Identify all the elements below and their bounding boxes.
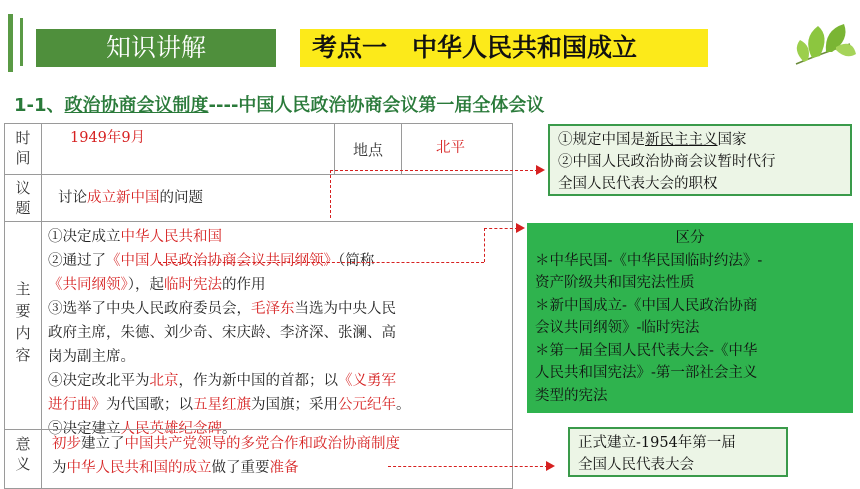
content-line: [48, 297, 411, 321]
place-value: 北平: [436, 140, 465, 156]
content-line-segment: 临时宪法: [164, 277, 222, 293]
note2-line: 资产阶级共和国宪法性质: [535, 275, 695, 291]
note2-line: ＊第一届全国人民代表大会-《中华: [535, 342, 758, 359]
subtitle-linked: 政治协商会议制度: [64, 95, 209, 116]
content-line-segment: ，作为新中国的首都；以: [178, 373, 338, 389]
content-line-segment: 五星红旗: [193, 397, 251, 413]
content-line-segment: 的作用: [222, 277, 266, 293]
note1-line: [558, 151, 842, 173]
note1-line: [558, 129, 842, 151]
connector-2-horizontal-a: [158, 262, 484, 263]
section-tag: 知识讲解: [36, 29, 276, 67]
place-label: 地点: [352, 141, 383, 159]
time-value: 1949年9月: [70, 130, 146, 146]
content-lines: [48, 225, 411, 441]
meaning-lines: [52, 432, 400, 480]
content-line-segment: 《义勇军: [338, 373, 396, 389]
content-line-segment: 。: [222, 421, 237, 437]
note1-line-segment: 新民主主义: [645, 132, 718, 148]
content-line-segment: 岗为副主席。: [48, 349, 135, 365]
meaning-line: [52, 456, 400, 480]
content-line-segment: ①决定成立: [48, 229, 121, 245]
content-line-segment: 政府主席，朱德、刘少奇、宋庆龄、李济深、张澜、高: [48, 325, 396, 341]
note1-line-segment: 国家: [717, 132, 747, 148]
content-line-segment: 毛泽东: [251, 301, 295, 317]
note2-line: 人民共和国宪法》-第一部社会主义: [535, 365, 758, 381]
content-line-segment: 中华人民共和国: [120, 229, 222, 245]
left-accent-bar: [8, 14, 13, 72]
note2-lines: [535, 250, 845, 408]
connector-3-arrowhead: [546, 461, 555, 471]
note-npc-box: [568, 427, 788, 477]
content-line: [48, 321, 411, 345]
note3-line: 全国人民代表大会: [578, 457, 694, 473]
note1-lines: [558, 129, 842, 195]
meaning-line-segment: 中国共产党领导的多党合作和政治协商制度: [124, 436, 400, 452]
content-line: [48, 393, 411, 417]
topic-title: 考点一 中华人民共和国成立: [300, 29, 708, 67]
content-line-segment: 当选为中央人民: [294, 301, 396, 317]
connector-2-arrowhead: [516, 223, 525, 233]
note1-line-segment: ②中国人民政治协商会议暂时代行: [558, 154, 776, 170]
content-line-segment: ②通过了: [48, 253, 106, 269]
time-label: 时 间: [15, 129, 31, 167]
content-line-segment: ④决定改北平为: [48, 373, 150, 389]
note2-line: 类型的宪法: [535, 387, 608, 404]
content-line: [48, 369, 411, 393]
connector-2-vertical: [484, 228, 485, 262]
note1-line-segment: 全国人民代表大会的职权: [558, 176, 718, 192]
content-label: 主 要 内 容: [15, 280, 31, 364]
content-line-segment: 《共同纲领》: [48, 277, 128, 293]
connector-1-arrowhead: [536, 165, 545, 175]
content-line: [48, 273, 411, 297]
meaning-line-segment: 为: [52, 460, 67, 476]
note2-title: 区分: [675, 230, 705, 246]
content-line: [48, 345, 411, 369]
note1-line-segment: ①规定中国是: [558, 132, 645, 148]
note2-line: ＊新中国成立-《中国人民政治协商: [535, 297, 758, 314]
note3-line: 正式建立-1954年第一届: [578, 435, 736, 451]
topic-value-c: 的问题: [159, 190, 203, 206]
content-line-segment: 《中国人民政治协商会议共同纲领》: [106, 253, 338, 269]
subtitle-prefix: 1-1、: [14, 95, 65, 116]
content-line-segment: ），起: [127, 277, 164, 293]
connector-3-horizontal: [388, 466, 548, 467]
content-line-segment: 为国旗；采用: [251, 397, 338, 413]
content-line-segment: ③选举了中央人民政府委员会，: [48, 301, 251, 317]
subtitle-rest: ----中国人民政治协商会议第一届全体会议: [208, 95, 545, 116]
note-distinguish-box: [527, 223, 853, 413]
content-line-segment: ⑤决定建立: [48, 421, 121, 437]
note1-line: [558, 173, 842, 195]
content-line-segment: 为代国歌；以: [106, 397, 193, 413]
connector-1-horizontal: [330, 170, 538, 171]
note3-lines: [578, 432, 778, 476]
topic-value: [58, 186, 203, 210]
ginkgo-leaves-icon: [790, 14, 858, 74]
connector-2-horizontal-b: [484, 228, 518, 229]
content-line: [48, 249, 411, 273]
content-line-segment: 。: [396, 397, 411, 413]
content-line: [48, 225, 411, 249]
content-line-segment: （简称: [338, 253, 375, 269]
meaning-label: 意 义: [15, 435, 31, 473]
content-line-segment: 人民英雄纪念碑: [120, 421, 222, 437]
topic-value-a: 讨论: [58, 190, 87, 206]
note-constitution-box: [548, 124, 852, 196]
meaning-line-segment: 准备: [269, 460, 299, 476]
meaning-line-segment: 初步: [52, 436, 81, 452]
left-accent-bar-thin: [20, 18, 23, 66]
meaning-line-segment: 中华人民共和国的成立: [66, 460, 212, 476]
note2-line: 会议共同纲领》-临时宪法: [535, 320, 700, 336]
content-line-segment: 公元纪年: [338, 397, 396, 413]
meaning-line-segment: 建立了: [81, 436, 125, 452]
meaning-line: [52, 432, 400, 456]
connector-1-vertical: [330, 170, 331, 218]
content-line-segment: 进行曲》: [48, 397, 106, 413]
meaning-line-segment: 做了重要: [211, 460, 270, 476]
content-line-segment: 北京: [149, 373, 179, 389]
topic-value-b: 成立新中国: [87, 190, 160, 206]
topic-label: 议 题: [15, 179, 31, 217]
note2-line: ＊中华民国-《中华民国临时约法》-: [535, 252, 763, 269]
section-subtitle: [14, 91, 544, 117]
